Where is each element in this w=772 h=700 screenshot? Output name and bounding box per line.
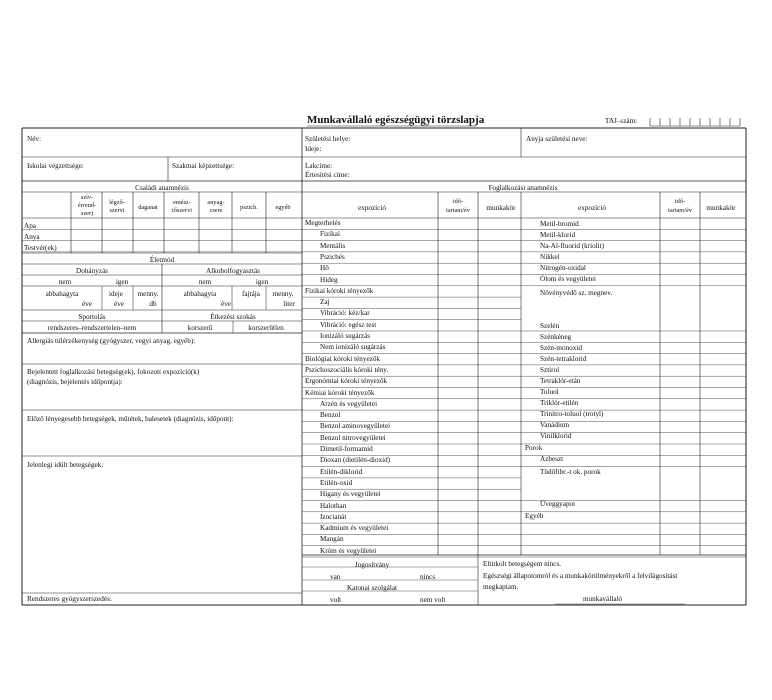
elozo-label: Előző lényegesebb betegségek, műtétek, balesetek (diagnózis, időpont): [27, 415, 234, 423]
col-ido1-left: idő- [452, 198, 464, 205]
occ-left-item-2: Mentális [320, 241, 346, 250]
col-ido2-left: tartam/év [446, 207, 470, 214]
occ-left-item-3: Pszichés [320, 252, 345, 261]
occ-right-item-14: Triklór-etilén [540, 399, 579, 407]
occ-right-item-5: Ólom és vegyületei [540, 275, 596, 283]
iskolai-label: Iskolai végzettsége: [27, 162, 84, 170]
occ-right-item-18: Porok [525, 444, 543, 452]
occ-right-item-16: Vanádium [540, 421, 570, 429]
occ-left-item-7: Zaj [320, 298, 330, 307]
col-munkakor-left: munkakör [486, 204, 516, 212]
occ-left-item-28: Mangán [320, 535, 344, 544]
family-col-header-4: anyag- [207, 199, 225, 206]
alk-abbahagyta: abbahagyta [183, 290, 217, 298]
family-col-header-4: csere [209, 207, 223, 214]
korszeru-option: korszerű [187, 324, 213, 332]
family-col-header-3: emész- [173, 199, 191, 206]
alk-igen: igen [255, 278, 269, 286]
occ-right-item-15: Trinitro-toluol (trotyl) [540, 410, 604, 418]
sportolas-options: rendszeres–rendszertelen–nem [47, 324, 137, 332]
katonai-volt: volt [330, 596, 342, 604]
occ-left-item-12: Biológiai kóroki tényezők [305, 354, 381, 363]
alk-liter: liter [283, 300, 295, 308]
occ-right-item-22: Egyéb [525, 512, 544, 520]
occ-left-item-8: Vibráció: kéz/kar [320, 309, 370, 318]
korszerutlen-option: korszerűtlen [248, 324, 284, 332]
occ-right-item-2: Na-Al-fluorid (kriolit) [540, 242, 605, 250]
occ-left-item-9: Vibráció: egész test [320, 320, 377, 329]
occ-left-item-24: Higany és vegyületei [320, 490, 381, 499]
occ-right-item-17: Vinilklorid [540, 432, 572, 440]
occ-right-item-6: Növényvédő sz. megnev. [540, 289, 613, 297]
family-col-header-1: szervi [109, 207, 125, 214]
doh-igen: igen [115, 278, 129, 286]
katonai-nem-volt: nem volt [420, 596, 446, 604]
occ-left-item-6: Fizikai kóroki tényezők [305, 286, 374, 295]
occ-left-item-17: Benzol [320, 411, 341, 420]
family-col-header-0: szív- [80, 194, 94, 201]
occ-right-item-9: Szén-monoxid [540, 344, 582, 352]
nev-label: Név: [27, 135, 41, 143]
col-expozicio-right: expozíció [578, 204, 606, 212]
occ-right-item-20: Tüdőfibr.-t ok. porok [540, 468, 601, 476]
occ-left-item-0: Megterhelés [305, 219, 341, 227]
occ-left-item-15: Kémiai kóroki tényezők [305, 388, 375, 397]
occ-left-item-4: Hő [320, 264, 329, 273]
szakmai-label: Szakmai képzettsége: [172, 162, 235, 170]
occ-right-item-21: Üveggyapot [540, 500, 576, 508]
sportolas-label: Sportolás [78, 313, 106, 321]
bejelentett-label-2: (diagnózis, bejelentés időpontja): [27, 378, 123, 386]
family-row-0: Apa [24, 222, 36, 230]
occ-left-item-1: Fizikai [320, 230, 340, 239]
lakcim-label: Lakcíme: [305, 162, 333, 170]
etkezesi-label: Étkezési szokás [210, 313, 256, 321]
doh-abbahagyta: abbahagyta [45, 290, 79, 298]
col-munkakor-right: munkakör [706, 204, 736, 212]
occ-left-item-19: Benzol nitrovegyületei [320, 433, 386, 442]
jogositvany-label: Jogosítvány [354, 561, 390, 569]
doh-db: db [149, 300, 157, 308]
egeszsegi-statement-2: megkaptam. [483, 583, 519, 591]
lifestyle-header: Életmód [149, 256, 175, 264]
katonai-label: Katonai szolgálat [346, 584, 398, 592]
occ-right-item-10: Szén-tetraklorid [540, 355, 587, 363]
occ-left-item-23: Etilén-oxid [320, 478, 353, 487]
family-row-2: Testvér(ek) [24, 244, 57, 252]
dohanyzas-label: Dohányzás [76, 267, 108, 275]
occ-left-item-22: Etilén-diklorid [320, 467, 363, 476]
col-ido2-right: tartam/év [668, 207, 692, 214]
bejelentett-label-1: Bejelentett foglalkozási betegség(ek), fokozott expozíció(k) [27, 368, 200, 376]
occ-left-item-11: Nem ionizáló sugárzás [320, 343, 386, 352]
jogositvany-nincs: nincs [420, 573, 436, 581]
family-row-1: Anya [24, 233, 40, 241]
jelenlegi-label: Jelenlegi idült betegségek: [27, 461, 104, 469]
szuletesi-helye-label: Születési helye: [305, 135, 351, 143]
ertesitesi-cim-label: Értesítési címe: [305, 171, 350, 179]
eltitkolt-statement: Eltitkolt betegségem nincs. [483, 560, 562, 568]
occ-left-item-16: Arzén és vegyületei [320, 399, 378, 408]
doh-nem: nem [58, 278, 72, 286]
occ-left-item-18: Benzol aminovegyületei [320, 422, 391, 431]
occ-left-item-10: Ionizáló sugárzás [320, 332, 371, 340]
doh-eve: éve [82, 300, 92, 308]
allergia-label: Allergiás túlérzékenység (gyógyszer, vegyi anyag, egyéb): [27, 337, 196, 345]
doh-ideje-eve: éve [114, 300, 124, 308]
occ-left-item-20: Dimetil-formamid [320, 445, 373, 453]
family-col-header-5: pszich. [240, 204, 258, 211]
anyja-neve-label: Anyja születési neve: [526, 135, 588, 143]
alk-fajtaja: fajtája [242, 290, 260, 298]
occ-left-item-29: Króm és vegyületei [320, 546, 377, 555]
alk-nem: nem [198, 278, 212, 286]
family-header: Családi anamnézis [135, 184, 189, 192]
family-col-header-1: légző- [109, 199, 125, 206]
family-col-header-2: daganat [138, 204, 158, 211]
occ-right-item-11: Sztirol [540, 366, 560, 374]
occ-right-item-1: Metil-klorid [540, 231, 576, 239]
occ-left-item-14: Ergonómiai kóroki tényezők [305, 377, 388, 386]
jogositvany-van: van [330, 573, 341, 581]
family-col-header-6: egyéb [275, 204, 291, 211]
occ-right-item-3: Nikkel [540, 253, 560, 261]
occ-left-item-25: Halothan [320, 501, 347, 510]
doh-ideje: ideje [109, 290, 123, 298]
occ-right-item-4: Nitrogén-oxidal [540, 264, 586, 272]
occ-left-item-5: Hideg [320, 275, 338, 284]
occ-right-item-8: Szénkéneg [540, 333, 572, 341]
munkavallalo-signature-label: munkavállaló [583, 595, 623, 603]
occ-right-item-12: Tetraklór-etán [540, 377, 581, 385]
taj-label: TAJ–szám: [605, 117, 638, 125]
family-col-header-0: szer) [80, 210, 94, 217]
col-expozicio-left: expozíció [358, 204, 386, 212]
occ-left-item-27: Kadmium és vegyületei [320, 524, 389, 533]
occupational-header: Foglalkozási anamnézis [488, 184, 558, 192]
alk-eve: éve [221, 300, 231, 308]
occ-right-item-0: Metil-bromid [540, 220, 579, 228]
occ-right-item-13: Toluol [540, 388, 559, 396]
occ-right-item-7: Szelén [540, 322, 560, 330]
egeszsegi-statement-1: Egészségi állapotomról és a munkakörülményekről a felvilágosítást [483, 572, 678, 580]
alkohol-label: Alkoholfogyasztás [206, 267, 260, 275]
occ-left-item-26: Izocianát [320, 512, 347, 521]
form-title: Munkavállaló egészségügyi törzslapja [307, 114, 485, 126]
family-col-header-3: tőszervi [172, 207, 192, 214]
col-ido1-right: idő- [674, 198, 686, 205]
rendszeres-gyogy-label: Rendszeres gyógyszerszedés: [27, 595, 112, 603]
occ-right-item-19: Azbeszt [540, 455, 564, 463]
occ-left-item-13: Pszichoszociális kóroki tény. [305, 365, 389, 374]
family-col-header-0: érrend- [77, 202, 97, 209]
doh-menny: menny. [137, 290, 159, 298]
alk-menny: menny. [272, 290, 294, 298]
ideje-label: Ideje: [305, 145, 322, 153]
occ-left-item-21: Dioxan (dietilén-dioxid) [320, 456, 391, 465]
